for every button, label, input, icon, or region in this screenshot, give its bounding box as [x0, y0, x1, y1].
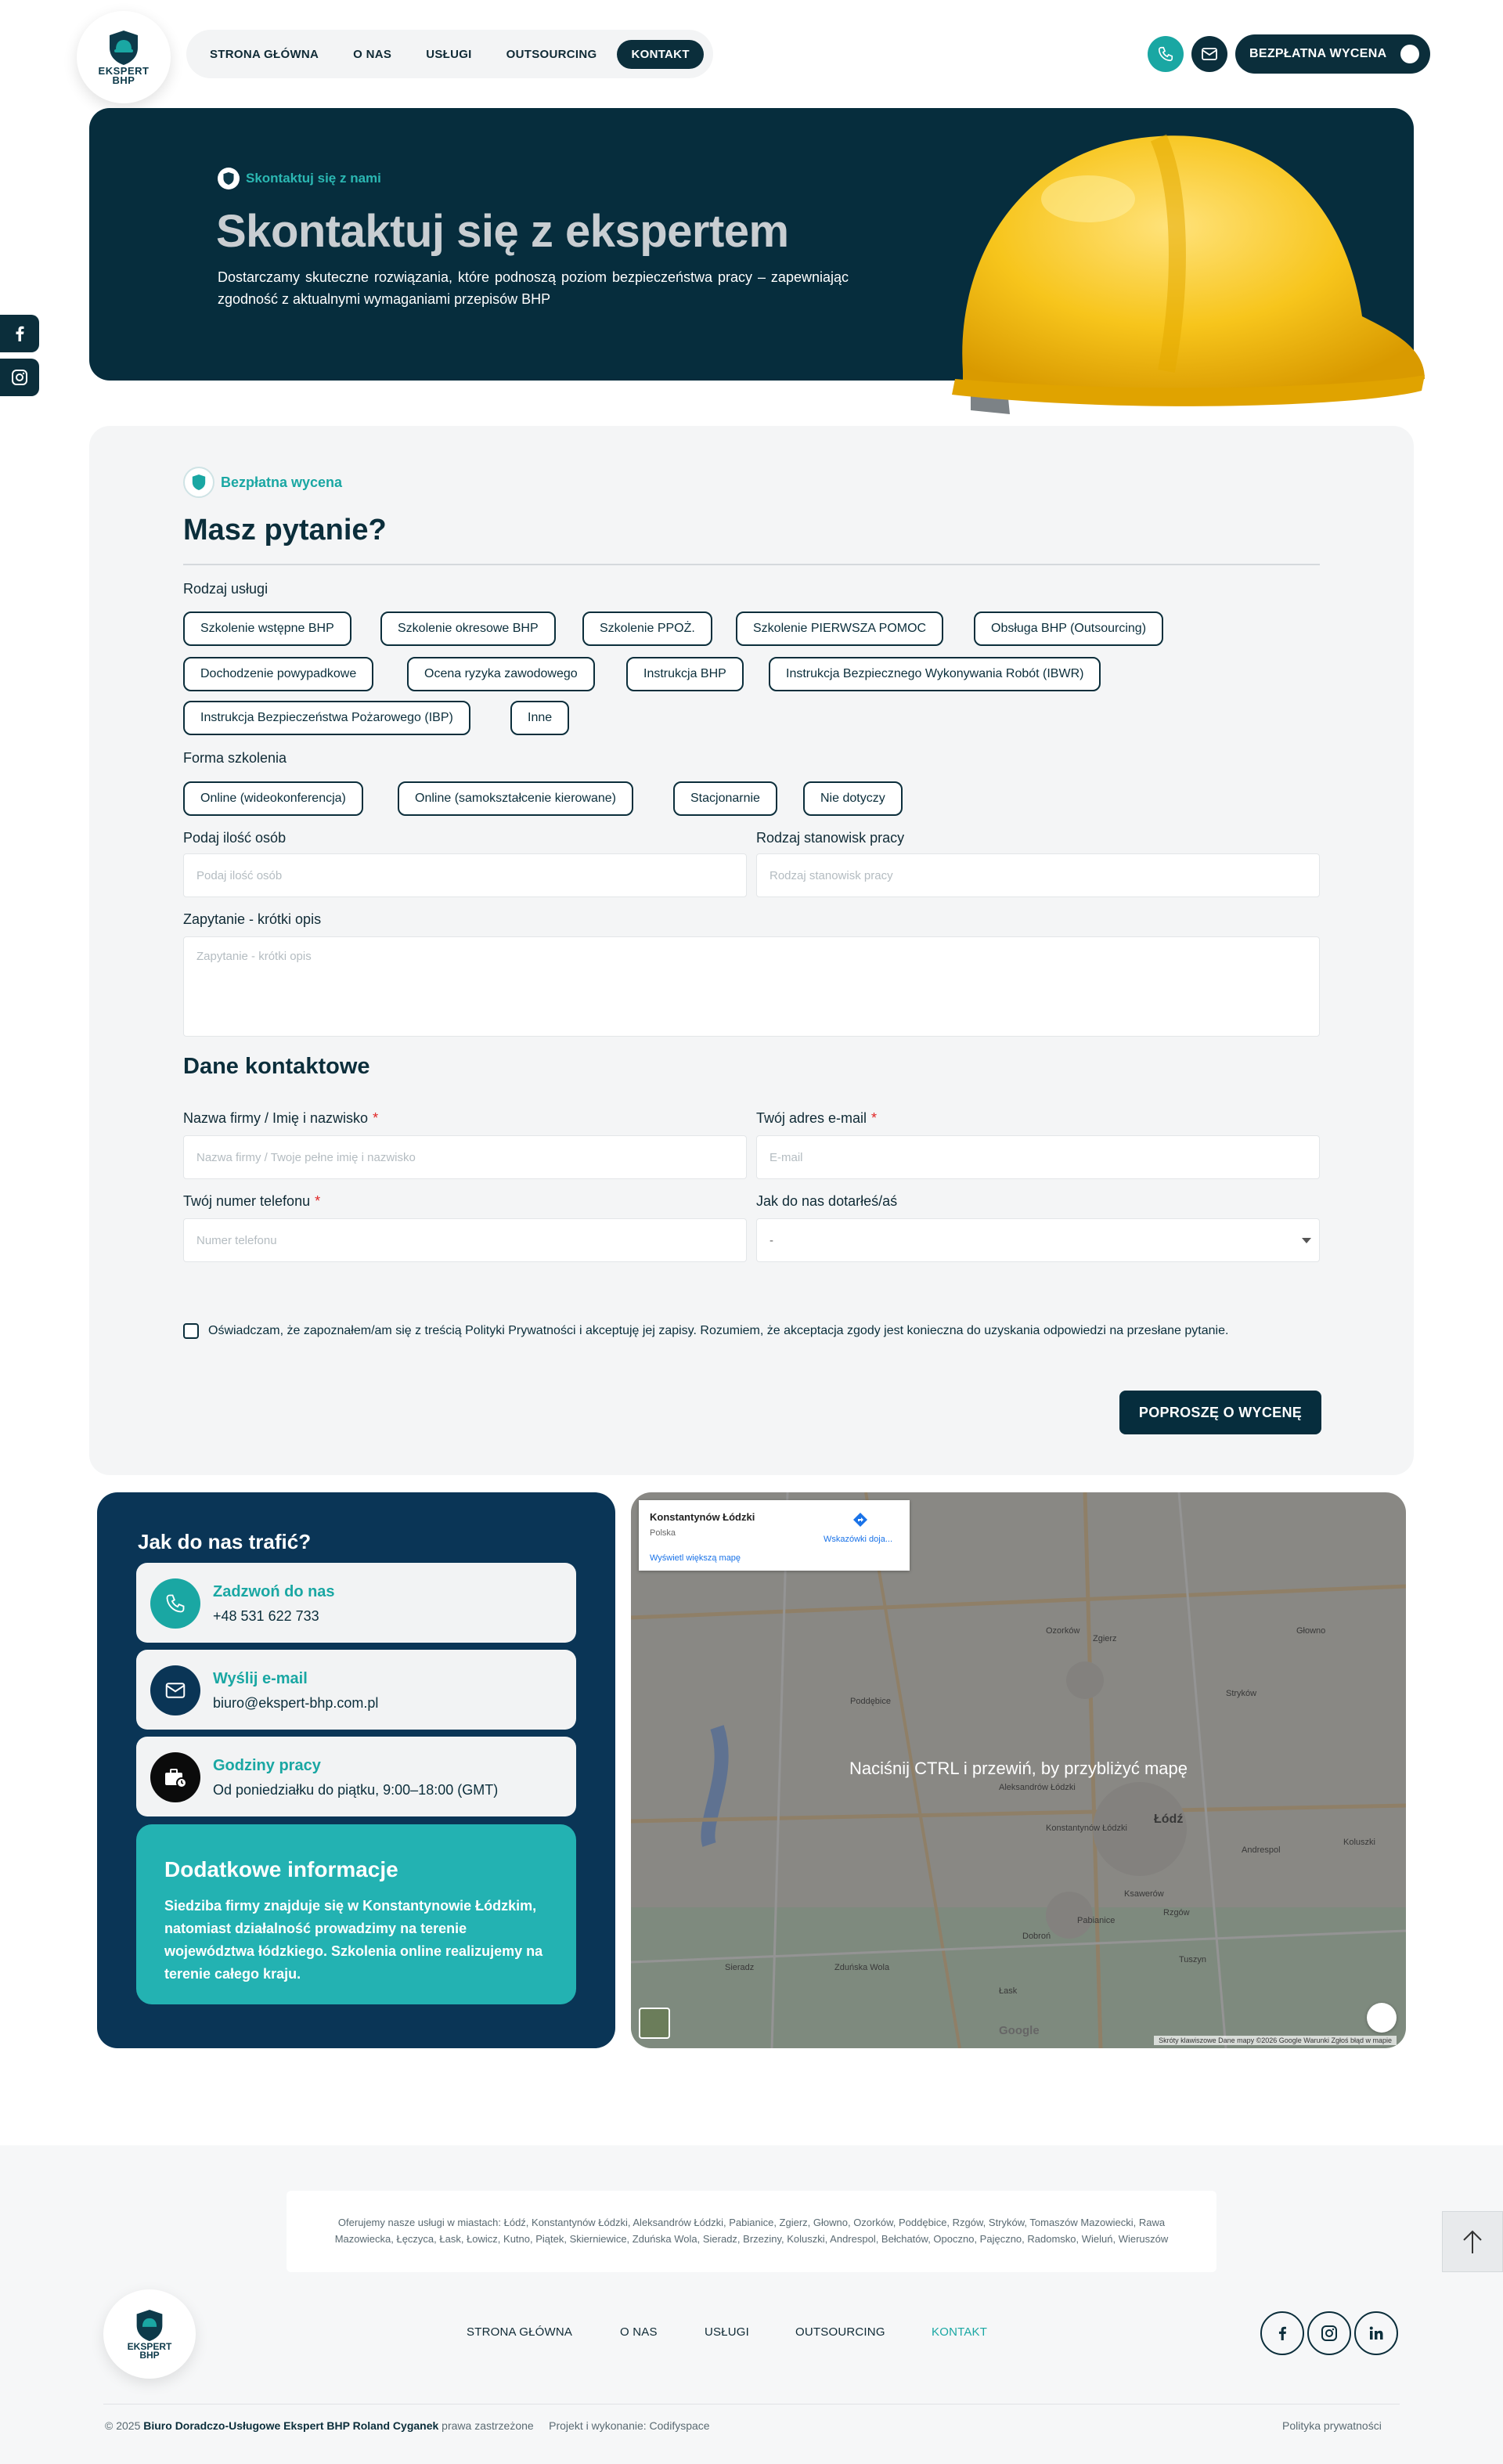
service-chip[interactable]: Instrukcja Bezpiecznego Wykonywania Robót (IBWR) — [769, 657, 1101, 691]
people-count-label: Podaj ilość osób — [183, 830, 287, 846]
working-hours-value: Od poniedziałku do piątku, 9:00–18:00 (GMT) — [213, 1782, 499, 1798]
side-facebook-link[interactable] — [0, 315, 39, 352]
email-input[interactable]: E-mail — [756, 1135, 1320, 1179]
project-credit[interactable]: Projekt i wykonanie: Codifyspace — [549, 2419, 710, 2432]
name-input[interactable]: Nazwa firmy / Twoje pełne imię i nazwisko — [183, 1135, 747, 1179]
nav-contact[interactable]: KONTAKT — [617, 40, 703, 69]
email-heading: Wyślij e-mail — [213, 1670, 308, 1687]
chevron-down-icon — [1302, 1238, 1311, 1243]
working-hours-card — [136, 1737, 576, 1816]
phone-number[interactable]: +48 531 622 733 — [213, 1608, 319, 1624]
page-title: Skontaktuj się z ekspertem — [216, 206, 789, 257]
service-chip[interactable]: Szkolenie PPOŻ. — [582, 611, 712, 646]
hero-badge-text: Skontaktuj się z nami — [246, 171, 381, 186]
facebook-icon — [12, 325, 27, 342]
privacy-policy-link[interactable]: Polityka prywatności — [1282, 2419, 1382, 2432]
email-label — [756, 1110, 877, 1127]
consent-checkbox[interactable] — [183, 1323, 199, 1339]
service-chip[interactable]: Dochodzenie powypadkowe — [183, 657, 373, 691]
google-map[interactable] — [631, 1492, 1406, 2048]
email-address[interactable]: biuro@ekspert-bhp.com.pl — [213, 1695, 379, 1711]
free-quote-label: BEZPŁATNA WYCENA — [1249, 47, 1387, 60]
additional-info-card — [136, 1824, 576, 2004]
people-count-input[interactable]: Podaj ilość osób — [183, 853, 747, 897]
copyright-year: © 2025 — [105, 2419, 141, 2432]
shield-logo-icon — [106, 29, 141, 67]
copyright-rights: prawa zastrzeżone — [442, 2419, 534, 2432]
inquiry-textarea[interactable]: Zapytanie - krótki opis — [183, 936, 1320, 1037]
service-type-label: Rodzaj usługi — [183, 581, 269, 597]
working-hours-heading: Godziny pracy — [213, 1757, 321, 1774]
logo[interactable] — [77, 11, 171, 103]
inquiry-label: Zapytanie - krótki opis — [183, 911, 322, 927]
header-mail-button[interactable] — [1191, 36, 1227, 72]
header-phone-button[interactable] — [1148, 36, 1184, 72]
form-divider — [183, 564, 1320, 565]
service-chip[interactable]: Inne — [510, 701, 569, 735]
service-chip[interactable]: Instrukcja BHP — [626, 657, 744, 691]
phone-icon — [1157, 45, 1174, 63]
call-us-heading: Zadzwoń do nas — [213, 1583, 335, 1600]
phone-label-text: Twój numer telefonu — [183, 1193, 311, 1209]
positions-input[interactable]: Rodzaj stanowisk pracy — [756, 853, 1320, 897]
google-logo: Google — [999, 2024, 1040, 2037]
name-label — [183, 1110, 378, 1127]
positions-label: Rodzaj stanowisk pracy — [756, 830, 905, 846]
map-place-card — [639, 1500, 910, 1571]
facebook-icon — [1275, 2325, 1289, 2342]
footer-nav-outsourcing[interactable]: OUTSOURCING — [795, 2325, 885, 2339]
additional-info-text: Siedziba firmy znajduje się w Konstantynowie Łódzkim, natomiast działalność prowadzimy na terenie województwa łódzkiego. Szkolenia online realizujemy na terenie całego kraju. — [164, 1898, 543, 1982]
map-zoom-hint: Naciśnij CTRL i przewiń, by przybliżyć mapę — [849, 1759, 1188, 1778]
logo-text-line1: EKSPERT — [98, 65, 150, 77]
footer-nav-home[interactable]: STRONA GŁÓWNA — [467, 2325, 573, 2339]
call-us-card[interactable] — [136, 1563, 576, 1643]
nav-outsourcing[interactable]: OUTSOURCING — [506, 47, 597, 61]
phone-label — [183, 1193, 320, 1210]
service-chip[interactable]: Szkolenie wstępne BHP — [183, 611, 351, 646]
required-mark: * — [373, 1110, 379, 1126]
nav-home[interactable]: STRONA GŁÓWNA — [210, 47, 319, 61]
footer-logo-line2: BHP — [139, 2350, 160, 2361]
nav-about[interactable]: O NAS — [353, 47, 392, 61]
sparkle-icon — [1400, 45, 1419, 63]
hard-hat-illustration — [924, 113, 1433, 442]
footer-linkedin-link[interactable] — [1354, 2311, 1398, 2355]
contact-details-heading: Dane kontaktowe — [183, 1054, 370, 1079]
side-instagram-link[interactable] — [0, 359, 39, 396]
training-chip[interactable]: Nie dotyczy — [803, 781, 903, 816]
shield-logo-icon — [134, 2308, 165, 2343]
training-chip[interactable]: Online (wideokonferencja) — [183, 781, 363, 816]
directions-icon[interactable] — [852, 1511, 869, 1528]
additional-info-heading: Dodatkowe informacje — [164, 1857, 398, 1881]
map-place-country: Polska — [650, 1528, 676, 1538]
form-title: Masz pytanie? — [183, 514, 387, 547]
nav-services[interactable]: USŁUGI — [426, 47, 472, 61]
arrow-up-icon — [1461, 2228, 1484, 2255]
required-mark: * — [871, 1110, 878, 1126]
service-chip[interactable]: Instrukcja Bezpieczeństwa Pożarowego (IBP) — [183, 701, 470, 735]
main-nav — [186, 30, 713, 78]
email-card[interactable] — [136, 1650, 576, 1730]
map-attribution[interactable]: Skróty klawiszowe Dane mapy ©2026 Google Warunki Zgłoś błąd w mapie — [1154, 2036, 1397, 2045]
mail-icon — [1200, 45, 1219, 63]
form-badge — [183, 467, 342, 498]
instagram-icon — [11, 369, 28, 386]
phone-input[interactable]: Numer telefonu — [183, 1218, 747, 1262]
email-label-text: Twój adres e-mail — [756, 1110, 867, 1126]
form-badge-text: Bezpłatna wycena — [221, 474, 343, 490]
footer-instagram-link[interactable] — [1307, 2311, 1351, 2355]
site-header — [0, 0, 1503, 110]
service-chip[interactable]: Szkolenie okresowe BHP — [380, 611, 556, 646]
how-to-find-us-heading: Jak do nas trafić? — [138, 1530, 312, 1553]
form-badge-logo-icon — [183, 467, 214, 498]
consent-text: Oświadczam, że zapoznałem/am się z treścią Polityki Prywatności i akceptuję jej zapisy. Rozumiem, że akceptacja zgody jest konieczna do uzyskania odpowiedzi na przesłane pytanie. — [208, 1324, 1229, 1337]
linkedin-icon — [1368, 2325, 1385, 2342]
training-chip[interactable]: Online (samokształcenie kierowane) — [398, 781, 633, 816]
back-to-top-button[interactable] — [1442, 2211, 1503, 2272]
service-chip[interactable]: Obsługa BHP (Outsourcing) — [974, 611, 1163, 646]
source-label: Jak do nas dotarłeś/aś — [756, 1193, 898, 1209]
directions-link[interactable]: Wskazówki doja... — [824, 1535, 893, 1544]
hero-badge-logo-icon — [218, 168, 240, 189]
copyright — [105, 2419, 710, 2432]
instagram-icon — [1321, 2325, 1338, 2342]
source-select-value: - — [770, 1233, 773, 1247]
briefcase-clock-icon — [150, 1752, 200, 1802]
logo-text-line2: BHP — [112, 74, 135, 86]
source-select[interactable] — [756, 1218, 1320, 1262]
company-name: Biuro Doradczo-Usługowe Ekspert BHP Roland Cyganek — [143, 2419, 439, 2432]
service-chip[interactable]: Szkolenie PIERWSZA POMOC — [736, 611, 943, 646]
training-chip[interactable]: Stacjonarnie — [673, 781, 777, 816]
footer-facebook-link[interactable] — [1260, 2311, 1304, 2355]
name-label-text: Nazwa firmy / Imię i nazwisko — [183, 1110, 369, 1126]
hero-badge — [218, 168, 381, 189]
phone-icon — [150, 1578, 200, 1629]
footer-nav-services[interactable]: USŁUGI — [705, 2325, 750, 2339]
submit-quote-button[interactable]: POPROSZĘ O WYCENĘ — [1119, 1391, 1321, 1434]
training-form-label: Forma szkolenia — [183, 750, 287, 766]
bigger-map-link[interactable]: Wyświetl większą mapę — [650, 1553, 741, 1563]
map-fullscreen-button[interactable] — [1367, 2003, 1397, 2033]
footer-logo-line1: EKSPERT — [127, 2341, 172, 2352]
footer-nav-about[interactable]: O NAS — [620, 2325, 658, 2339]
map-place-name: Konstantynów Łódzki — [650, 1511, 755, 1523]
service-cities: Oferujemy nasze usługi w miastach: Łódź, Konstantynów Łódzki, Aleksandrów Łódzki, Pabianice, Zgierz, Głowno, Ozorków, Poddębice, Rzgów, Stryków, Tomaszów Mazowiecki, Rawa Mazowiecka, Łęczyca, Łask, Łowicz, Kutno, Piątek, Skierniewice, Zduńska Wola, Sieradz, Brzeziny, Koluszki, Andrespol, Bełchatów, Opoczno, Pajęczno, Radomsko, Wieluń, Wieruszów — [287, 2191, 1216, 2272]
service-chip[interactable]: Ocena ryzyka zawodowego — [407, 657, 595, 691]
mail-icon — [150, 1665, 200, 1715]
hero-description: Dostarczamy skuteczne rozwiązania, które podnoszą poziom bezpieczeństwa pracy – zapewniając zgodność z aktualnymi wymaganiami przepisów BHP — [218, 269, 849, 307]
free-quote-button[interactable] — [1235, 34, 1430, 74]
footer-nav-contact[interactable]: KONTAKT — [932, 2325, 988, 2339]
satellite-toggle[interactable] — [639, 2008, 670, 2039]
footer-logo[interactable] — [103, 2289, 196, 2379]
privacy-consent[interactable] — [183, 1323, 1228, 1339]
required-mark: * — [315, 1193, 321, 1209]
